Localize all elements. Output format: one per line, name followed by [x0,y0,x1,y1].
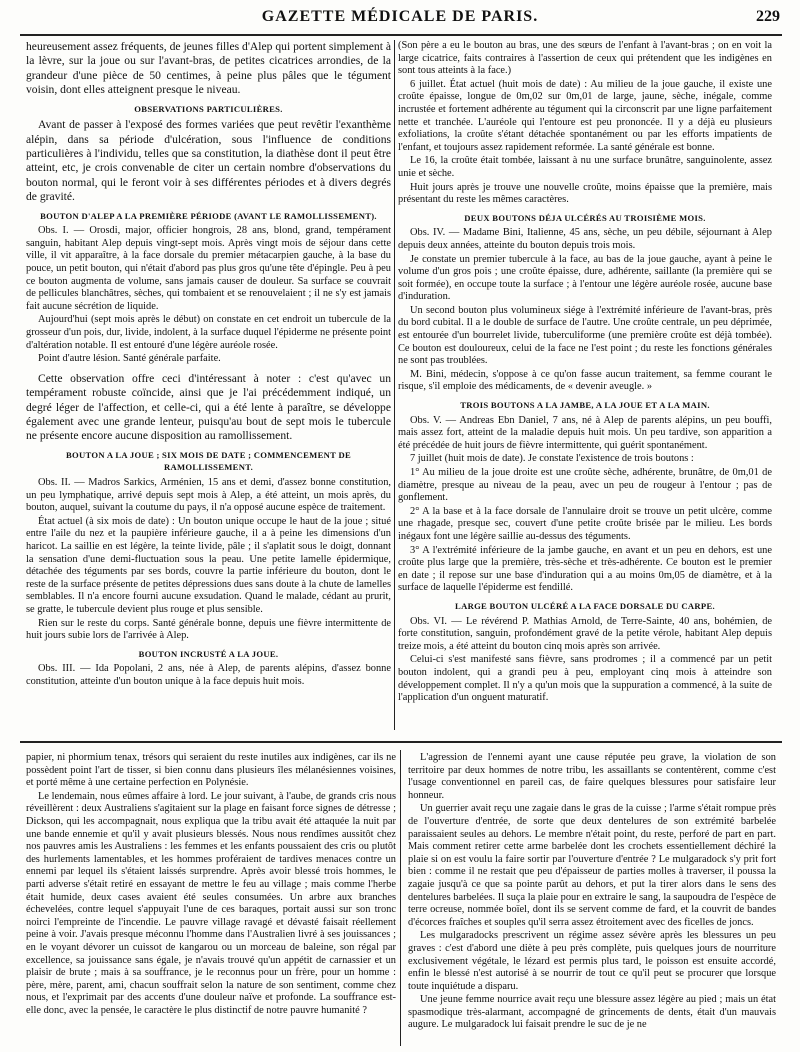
section-heading: TROIS BOUTONS A LA JAMBE, A LA JOUE ET A LA MAIN. [460,400,710,411]
paragraph: M. Bini, médecin, s'oppose à ce qu'on fasse aucun traitement, sa femme courant le risque, s'il emploie des médicaments, de « devenir aveugle. » [398,368,772,393]
top-left-column [26,40,391,730]
section-heading: OBSERVATIONS PARTICULIÈRES. [134,103,283,114]
section-heading: LARGE BOUTON ULCÉRÉ A LA FACE DORSALE DU CARPE. [455,600,715,611]
paragraph: Un guerrier avait reçu une zagaie dans le gras de la cuisse ; l'arme s'était rompue près de l'ouverture d'entrée, de sorte que deux dentelures de son extrémité barbelée paraissaient seules au dehors. Le membre n'était point, du reste, perforé de part en part. Mais comment retirer cette arme barbelée dont les crochets essentiellement déchiré la plaie si on est voulu la faire sortir par l'ouverture d'entrée ? Le mulgaradock s'y prit fort bien : comme il ne restait que peu d'épaisseur de parties molles à traverser, il poussa la zagaie jusqu'à ce que sa pointe parût au dehors, et put la tirer alors dans le sens des dentelures barbelées. Il suça la plaie pour en extraire le sang, la saupoudra de l'espèce de terre ocreuse, nommée boïel, dont ils se servent comme de fard, et la couvrit de bandes d'écorces fraîches et souples qu'il serra assez étroitement avec des ficelles de joncs. [408,803,776,928]
observation-paragraph: Obs. I. — Orosdi, major, officier hongrois, 28 ans, blond, grand, tempérament sanguin, habitant Alep depuis vingt-sept mois. Après vingt mois de séjour dans cette ville, il vit apparaître, à la face dorsale du premier métacarpien gauche, à la base du pouce, un petit bouton, qui n'était d'abord pas plus gros qu'une tête d'épingle. Peu à peu ce bouton augmenta de volume, sans jamais causer de douleur. Sa surface se couvrait de pellicules blanchâtres, sèches, qui tombaient et se renouvelaient ; il ne s'y est jamais fait aucune sécrétion de liquide. [26,225,391,312]
paragraph: Huit jours après je trouve une nouvelle croûte, moins épaisse que la première, mais présentant du reste les mêmes caractères. [398,181,772,206]
paragraph: Celui-ci s'est manifesté sans fièvre, sans prodromes ; il a commencé par un petit bouton indolent, qui a grandi peu à peu, employant cinq mois à atteindre son développement complet. Il n'y a qu'un mois que la suppuration a commencé, à la suite de l'application d'un onguent maturatif. [398,654,772,704]
paragraph: Rien sur le reste du corps. Santé générale bonne, depuis une fièvre intermittente de huit jours subie lors de l'arrivée à Alep. [26,617,391,642]
observation-paragraph: Obs. IV. — Madame Bini, Italienne, 45 ans, sèche, un peu débile, séjournant à Alep depuis deux années, atteinte du bouton depuis trois mois. [398,227,772,251]
observation-paragraph: Obs. III. — Ida Popolani, 2 ans, née à Alep, de parents alépins, d'assez bonne constitution, atteinte d'un bouton unique à la face depuis huit mois. [26,663,391,687]
paragraph: Cette observation offre ceci d'intéressant à noter : c'est qu'avec un tempérament robuste coïncide, ainsi que je l'ai précédemment indiqué, un degré léger de l'affection, et celle-ci, qui a été lente à paraître, se développe également avec une grande lenteur, puisqu'au bout de sept mois le tubercule ne présente encore aucune disposition au ramollissement. [26,371,391,443]
paragraph: Avant de passer à l'exposé des formes variées que peut revêtir l'exanthème alépin, dans sa période d'ulcération, sous l'influence de conditions particulières à l'individu, telles que sa constitution, la diathèse dont il peut être atteint, etc, je crois convenable de citer un certain nombre d'observations du bouton normal, qui le feront voir à ses différentes périodes et à divers degrés de gravité. [26,118,391,204]
observation-paragraph: Obs. V. — Andreas Ebn Daniel, 7 ans, né à Alep de parents alépins, un peu bouffi, mais assez fort, atteint de la maladie depuis huit mois. Un peu tardive, son apparition a été précédée de huit jours de fièvre intermittente, qui guérit spontanément. [398,414,772,451]
journal-title: GAZETTE MÉDICALE DE PARIS. [261,8,539,25]
header-rule [20,34,782,36]
bottom-left-column [26,752,396,1048]
paragraph: Aujourd'hui (sept mois après le début) on constate en cet endroit un tubercule de la grosseur d'un pois, dur, livide, indolent, à la surface duquel l'épiderme ne présente point d'altération notable. Il est entouré d'une légère auréole rosée. [26,314,391,351]
paragraph: Les mulgaradocks prescrivent un régime assez sévère après les blessures un peu graves : c'est d'abord une diète à peu près complète, puis quelques jours de nourriture exclusivement végétale, le lézard est permis plus tard, le poisson est ensuite accordé, enfin le blessé n'est autorisé à se nourrir de tout ce qu'il peut se procurer que lorsque toute inquiétude a disparu. [408,930,776,992]
paragraph: L'agression de l'ennemi ayant une cause réputée peu grave, la violation de son territoire par deux hommes de notre tribu, les assaillants se contentèrent, comme c'est l'usage conventionnel en pareil cas, de faire quelques blessures pour satisfaire leur honneur. [408,752,776,801]
section-heading: BOUTON A LA JOUE ; SIX MOIS DE DATE ; COMMENCEMENT DE RAMOLLISSEMENT. [66,449,351,473]
paragraph: 7 juillet (huit mois de date). Je constate l'existence de trois boutons : [410,453,694,465]
section-heading: BOUTON D'ALEP A LA PREMIÈRE PÉRIODE (AVANT LE RAMOLLISSEMENT). [40,210,377,221]
bottom-right-column [408,752,776,1048]
paragraph: Une jeune femme nourrice avait reçu une blessure assez légère au pied ; mais un état spasmodique très-alarmant, accompagné de grincements de dents, était d'un mauvais augure. Le mulgaradock lui faisait prendre le suc de je ne [408,994,776,1031]
paragraph: (Son père a eu le bouton au bras, une des sœurs de l'enfant à l'avant-bras ; on en voit la large cicatrice, faits contraires à l'assertion de ceux qui prétendent que les indigènes en sont tous atteints à la face.) [398,40,772,77]
page-number: 229 [756,8,780,25]
paragraph: heureusement assez fréquents, de jeunes filles d'Alep qui portent simplement à la lèvre, sur la joue ou sur l'avant-bras, de petites cicatrices arrondies, de la grandeur d'une pièce de 50 centimes, à peine plus pâles que le tégument voisin, dont elles atteignent presque le niveau. [26,40,391,97]
paragraph: Un second bouton plus volumineux siége à l'extrémité inférieure de l'avant-bras, près du bord cubital. Il a le double de surface de l'autre. Une croûte centrale, un peu déprimée, est entourée d'un bourrelet livide, tuberculiforme (une première croûte est déjà tombée). Ce bouton est douloureux, celui de la face ne l'est point ; du reste les fonctions générales ne sont pas troublées. [398,304,772,367]
paragraph: Je constate un premier tubercule à la face, au bas de la joue gauche, ayant à peine le volume d'un gros pois ; une croûte épaisse, dure, adhérente, saillante (la première qui se soit formée), en occupe toute la surface ; à l'entour une légère auréole rosée, aucune base d'induration. [398,253,772,303]
paragraph: Le 16, la croûte était tombée, laissant à nu une surface brunâtre, sanguinolente, assez unie et sèche. [398,155,772,179]
section-divider [20,741,782,743]
page-header [20,6,780,36]
paragraph: 1° Au milieu de la joue droite est une croûte sèche, adhérente, brunâtre, de 0m,01 de diamètre, presque au niveau de la peau, avec un peu de rougeur à l'entour ; pas de gonflement. [398,467,772,504]
observation-paragraph: Obs. VI. — Le révérend P. Mathias Arnold, de Terre-Sainte, 40 ans, bohémien, de forte constitution, sanguin, profondément gravé de la petite vérole, habitant Alep depuis treize mois, a été atteint du bouton cinq mois après son arrivée. [398,615,772,652]
paragraph: 3° A l'extrémité inférieure de la jambe gauche, en avant et un peu en dehors, est une croûte plus large que la première, très-sèche et très-adhérente. Ce bouton est le premier en date ; il repose sur une base d'induration qui a au moins 0m,05 de diamètre, et à la surface de laquelle l'épiderme est fendillé. [398,544,772,594]
paragraph: État actuel (à six mois de date) : Un bouton unique occupe le haut de la joue ; situé entre l'aile du nez et la paupière inférieure gauche, il a à peine les dimensions d'un haricot. La saillie en est légère, la teinte livide, pâle ; il s'aplatit sous le doigt, donnant la sensation d'une demi-fluctuation sous la peau. Une petite lamelle épidermique, détachée des téguments par ses bords, couvre la partie inférieure du bouton, dont le reste de la surface présente de petites dépressions dues sans doute à la chute de lamelles semblables. Il n'a encore fourni aucune exsudation. Quand le malade, cédant au prurit, se gratte, le tubercule devient plus rouge et plus sensible. [26,515,391,615]
paragraph: 6 juillet. État actuel (huit mois de date) : Au milieu de la joue gauche, il existe une croûte épaisse, longue de 0m,02 sur 0m,01 de large, jaune, sèche, inégale, comme incrustée et fortement adhérente au tégument qui la circonscrit par une ligne parfaitement nette et tranchée. L'auréole qui l'entoure est peu prononcée. Il y a déjà eu plusieurs exfoliations, la croûte s'étant détachée spontanément ou par les efforts impatients de l'enfant, et toujours assez rapidement reformée. La santé générale est bonne. [398,78,772,153]
column-divider-top [394,40,395,730]
column-divider-bottom [400,750,401,1046]
paragraph: 2° A la base et à la face dorsale de l'annulaire droit se trouve un petit ulcère, comme une rhagade, presque sec, couvert d'une petite croûte brisée par le milieu. Les bords inégaux font une légère saillie au-dessus des téguments. [398,505,772,542]
observation-paragraph: Obs. II. — Madros Sarkics, Arménien, 15 ans et demi, d'assez bonne constitution, un peu lymphatique, arrivé depuis sept mois à Alep, a été atteint, un mois après, du bouton, auquel, suivant la coutume du pays, il n'a opposé aucune espèce de traitement. [26,477,391,514]
top-right-column [398,40,772,730]
paragraph: papier, ni phormium tenax, trésors qui seraient du reste inutiles aux indigènes, car ils ne possèdent point l'art de tisser, si bien connu dans plusieurs îles mélanésiennes voisines, et porté même à une certaine perfection en Polynésie. [26,752,396,789]
paragraph: Point d'autre lésion. Santé générale parfaite. [38,353,221,365]
paragraph: Le lendemain, nous eûmes affaire à lord. Le jour suivant, à l'aube, de grands cris nous réveillèrent : deux Australiens s'agitaient sur la plage en faisant force signes de détresse ; Dickson, qui les accompagnait, nous expliqua que la tribu avait été attaquée la nuit par une bande ennemie et qu'il y avait plusieurs blessés. Nous nous rendîmes aussitôt chez nos pauvres amis les Australiens : les femmes et les enfants poussaient des cris ou plutôt des hurlements lamentables, et les hommes proféraient de tardives menaces contre un ennemi par lequel ils s'étaient laissés surprendre. Après avoir blessé trois hommes, le parti adverse s'était retiré en essayant de mettre le feu au village ; mais comme l'herbe était humide, deux cases avaient été seules consumées. Un arbre aux branches échevelées, contre lequel s'appuyait l'une de ces baraques, portait aussi sur son tronc noirci l'empreinte de l'incendie. Le pauvre village ravagé et dévasté faisait réellement peine à voir. J'avais presque méconnu l'homme dans l'Australien livré à ses jouissances ; en le voyant dévorer un cuissot de kangarou ou un morceau de baleine, son régal par excellence, sa jouissance sans égale, je n'avais trouvé qu'un appétit de carnassier et un plaisir de brute ; mais à sa souffrance, je le reconnus pour un frère, pour un homme : père, mère, parent, ami, chacun souffrait selon la nature de son sentiment, comme chez nous, et l'exprimait par des accents d'une douleur naïve et profonde. La souffrance est-elle donc, avec la pensée, le caractère le plus distinctif de notre pauvre humanité ? [26,790,396,1016]
section-heading: BOUTON INCRUSTÉ A LA JOUE. [138,648,279,659]
section-heading: DEUX BOUTONS DÉJA ULCÉRÉS AU TROISIÈME MOIS. [464,212,706,223]
